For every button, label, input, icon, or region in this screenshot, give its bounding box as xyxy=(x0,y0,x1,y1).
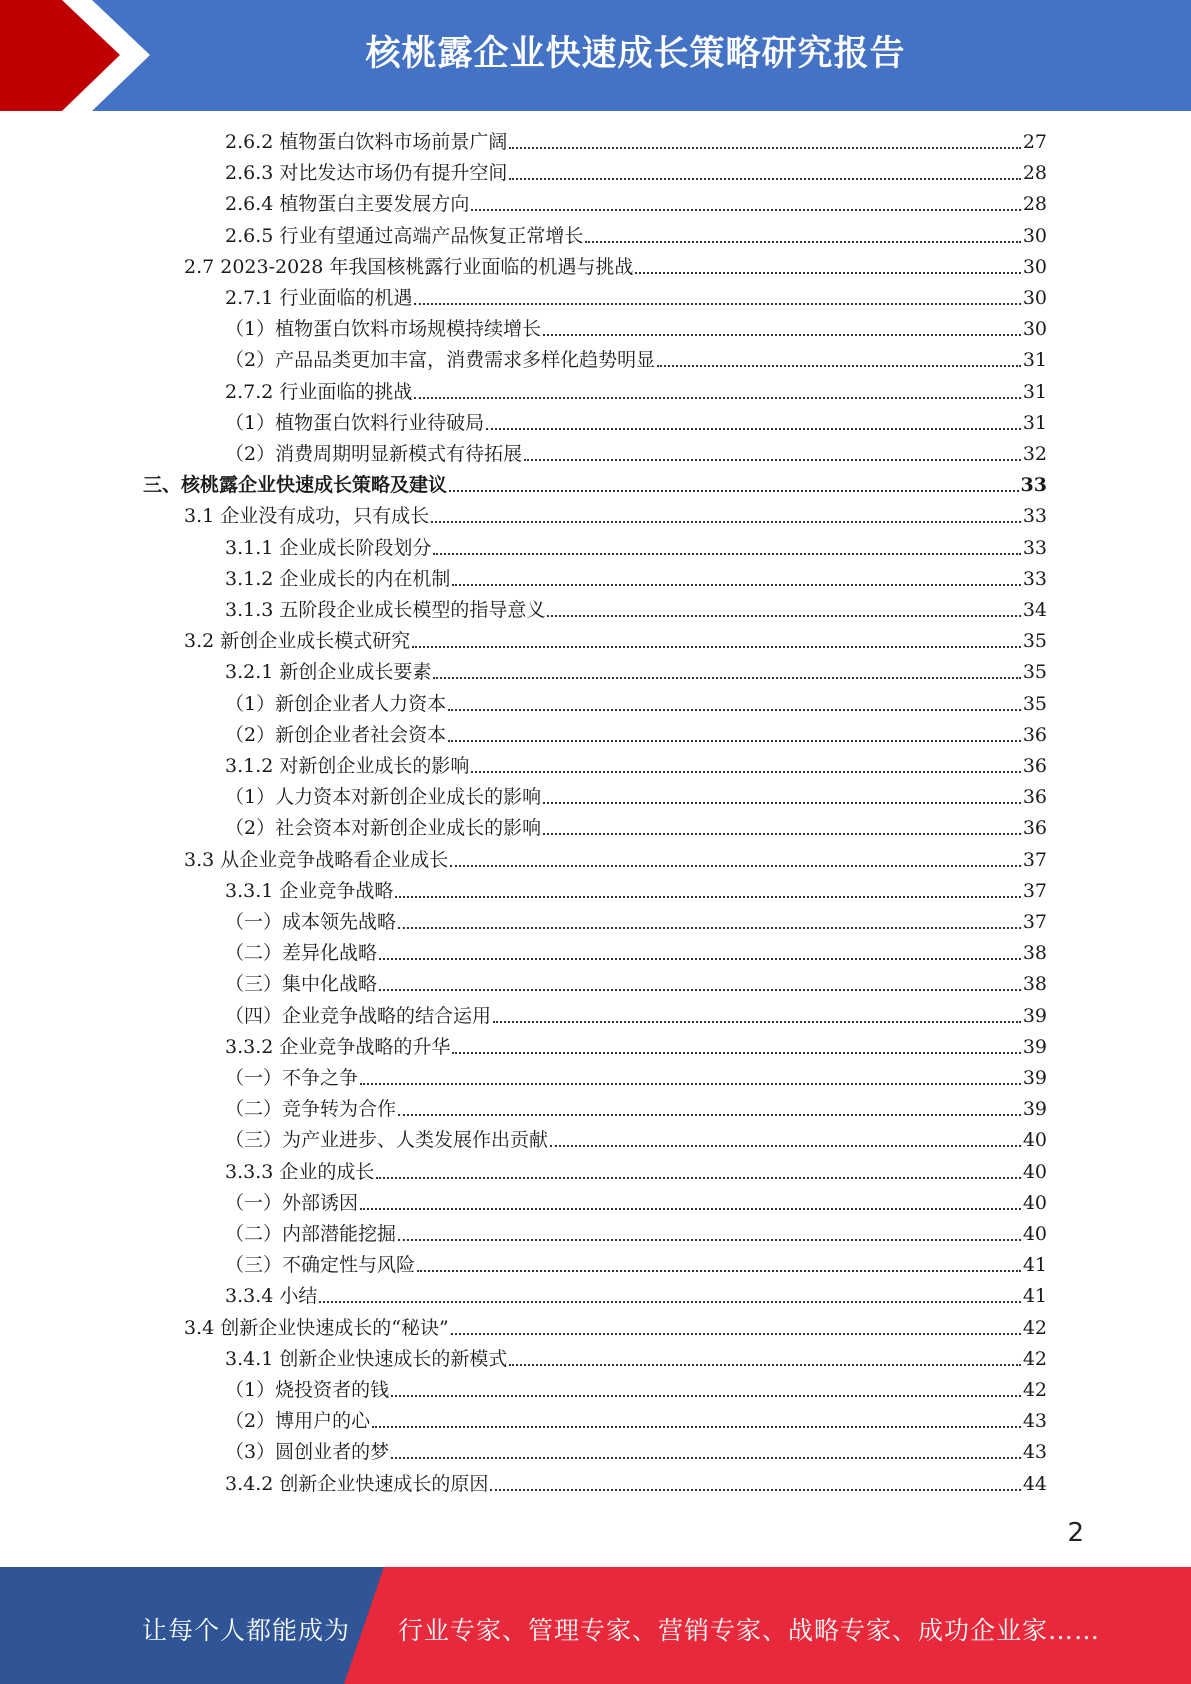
toc-dot-leader xyxy=(452,1032,1020,1063)
toc-entry-page: 43 xyxy=(1022,1441,1047,1463)
toc-dot-leader xyxy=(493,1001,1021,1032)
toc-dot-leader xyxy=(360,1188,1021,1219)
toc-entry-title: （二）差异化战略 xyxy=(225,942,378,964)
toc-entry[interactable] xyxy=(225,689,1047,720)
toc-entry[interactable] xyxy=(184,845,1047,876)
toc-dot-leader xyxy=(486,408,1021,439)
toc-entry-title: 3.3.3 企业的成长 xyxy=(225,1161,375,1183)
toc-entry-page: 30 xyxy=(1022,318,1047,340)
toc-entry[interactable] xyxy=(225,1157,1047,1188)
toc-entry-title: （1）植物蛋白饮料行业待破局 xyxy=(225,412,485,434)
page-number: 2 xyxy=(1067,1518,1084,1548)
toc-entry-page: 31 xyxy=(1022,349,1047,371)
toc-entry-title: （一）不争之争 xyxy=(225,1067,359,1089)
toc-entry-page: 42 xyxy=(1022,1348,1047,1370)
toc-entry-page: 39 xyxy=(1022,1036,1047,1058)
toc-entry-title: （一）成本领先战略 xyxy=(225,911,397,933)
toc-entry-page: 36 xyxy=(1022,755,1047,777)
toc-entry[interactable] xyxy=(225,969,1047,1000)
toc-dot-leader xyxy=(543,813,1021,844)
toc-entry[interactable] xyxy=(225,657,1047,688)
toc-entry-title: 3.4.2 创新企业快速成长的原因 xyxy=(225,1473,489,1495)
toc-entry[interactable] xyxy=(184,1313,1047,1344)
toc-entry-page: 33 xyxy=(1020,474,1047,496)
toc-entry-title: （二）竞争转为合作 xyxy=(225,1098,397,1120)
toc-entry[interactable] xyxy=(225,564,1047,595)
toc-entry[interactable] xyxy=(225,782,1047,813)
toc-entry-page: 37 xyxy=(1022,880,1047,902)
toc-entry[interactable] xyxy=(225,938,1047,969)
toc-dot-leader xyxy=(319,1281,1020,1312)
toc-entry-page: 40 xyxy=(1022,1161,1047,1183)
toc-entry-page: 30 xyxy=(1022,256,1047,278)
toc-entry-page: 42 xyxy=(1022,1379,1047,1401)
toc-entry-title: （三）不确定性与风险 xyxy=(225,1254,416,1276)
footer-slogan-right: 行业专家、管理专家、营销专家、战略专家、成功企业家…… xyxy=(398,1616,1101,1645)
toc-entry[interactable] xyxy=(225,1469,1047,1500)
toc-entry-page: 28 xyxy=(1022,193,1047,215)
toc-dot-leader xyxy=(379,969,1021,1000)
toc-entry-page: 39 xyxy=(1022,1067,1047,1089)
toc-entry[interactable] xyxy=(225,1219,1047,1250)
toc-dot-leader xyxy=(509,158,1020,189)
toc-dot-leader xyxy=(635,252,1020,283)
toc-dot-leader xyxy=(471,751,1020,782)
toc-entry-title: （1）植物蛋白饮料市场规模持续增长 xyxy=(225,318,542,340)
toc-dot-leader xyxy=(524,439,1021,470)
toc-dot-leader xyxy=(414,283,1020,314)
toc-dot-leader xyxy=(431,501,1021,532)
toc-entry-title: 3.1.2 对新创企业成长的影响 xyxy=(225,755,470,777)
toc-entry[interactable] xyxy=(225,345,1047,376)
toc-entry-page: 40 xyxy=(1022,1129,1047,1151)
toc-entry[interactable] xyxy=(143,470,1047,501)
toc-entry-title: 2.6.2 植物蛋白饮料市场前景广阔 xyxy=(225,131,508,153)
toc-entry-page: 35 xyxy=(1022,661,1047,683)
toc-entry-page: 30 xyxy=(1022,287,1047,309)
toc-entry-title: （2）新创企业者社会资本 xyxy=(225,724,447,746)
toc-entry-page: 33 xyxy=(1022,568,1047,590)
toc-entry[interactable] xyxy=(225,189,1047,220)
toc-entry-page: 28 xyxy=(1022,162,1047,184)
toc-dot-leader xyxy=(398,1094,1021,1125)
toc-entry-title: （2）产品品类更加丰富，消费需求多样化趋势明显 xyxy=(225,349,656,371)
toc-entry-page: 41 xyxy=(1022,1285,1047,1307)
toc-entry-title: （3）圆创业者的梦 xyxy=(225,1441,390,1463)
toc-dot-leader xyxy=(509,127,1020,158)
toc-entry[interactable] xyxy=(225,1437,1047,1468)
toc-entry-page: 36 xyxy=(1022,724,1047,746)
toc-entry-page: 36 xyxy=(1022,817,1047,839)
toc-dot-leader xyxy=(398,1219,1021,1250)
toc-entry-page: 33 xyxy=(1022,505,1047,527)
toc-dot-leader xyxy=(509,1344,1020,1375)
toc-entry-page: 27 xyxy=(1022,131,1047,153)
toc-dot-leader xyxy=(376,1157,1020,1188)
toc-entry[interactable] xyxy=(225,813,1047,844)
toc-dot-leader xyxy=(391,1375,1021,1406)
toc-entry[interactable] xyxy=(225,439,1047,470)
toc-entry-title: 3.4 创新企业快速成长的“秘诀” xyxy=(184,1317,449,1339)
toc-dot-leader xyxy=(414,377,1020,408)
toc-entry-page: 30 xyxy=(1022,225,1047,247)
toc-entry-page: 39 xyxy=(1022,1098,1047,1120)
toc-dot-leader xyxy=(433,657,1020,688)
toc-entry[interactable] xyxy=(225,1001,1047,1032)
toc-dot-leader xyxy=(412,626,1021,657)
toc-entry-title: （四）企业竞争战略的结合运用 xyxy=(225,1005,492,1027)
toc-entry[interactable] xyxy=(225,1344,1047,1375)
toc-entry[interactable] xyxy=(225,1125,1047,1156)
toc-entry-page: 37 xyxy=(1022,911,1047,933)
toc-entry-title: （1）烧投资者的钱 xyxy=(225,1379,390,1401)
toc-entry[interactable] xyxy=(225,1281,1047,1312)
toc-entry[interactable] xyxy=(225,1406,1047,1437)
toc-entry-page: 35 xyxy=(1022,630,1047,652)
toc-entry-title: 三、核桃露企业快速成长策略及建议 xyxy=(143,474,448,496)
toc-entry[interactable] xyxy=(225,377,1047,408)
toc-entry[interactable] xyxy=(225,1094,1047,1125)
toc-entry[interactable] xyxy=(225,283,1047,314)
toc-dot-leader xyxy=(372,1406,1021,1437)
toc-entry-title: 3.1.2 企业成长的内在机制 xyxy=(225,568,451,590)
toc-dot-leader xyxy=(585,221,1020,252)
toc-entry-page: 38 xyxy=(1022,973,1047,995)
report-title: 核桃露企业快速成长策略研究报告 xyxy=(365,34,906,74)
toc-entry-title: （2）社会资本对新创企业成长的影响 xyxy=(225,817,542,839)
toc-dot-leader xyxy=(449,470,1019,501)
toc-entry[interactable] xyxy=(184,252,1047,283)
footer-slogan-left: 让每个人都能成为 xyxy=(142,1616,351,1645)
toc-entry-page: 35 xyxy=(1022,693,1047,715)
toc-dot-leader xyxy=(448,720,1021,751)
toc-entry[interactable] xyxy=(225,876,1047,907)
toc-entry[interactable] xyxy=(225,1032,1047,1063)
page-footer xyxy=(0,1567,1191,1684)
toc-entry-title: 3.1.3 五阶段企业成长模型的指导意义 xyxy=(225,599,546,621)
toc-dot-leader xyxy=(391,1437,1021,1468)
toc-dot-leader xyxy=(433,533,1020,564)
toc-entry-page: 40 xyxy=(1022,1223,1047,1245)
toc-entry[interactable] xyxy=(225,533,1047,564)
toc-entry-page: 32 xyxy=(1022,443,1047,465)
toc-entry-title: （1）人力资本对新创企业成长的影响 xyxy=(225,786,542,808)
toc-entry[interactable] xyxy=(225,158,1047,189)
toc-entry[interactable] xyxy=(225,314,1047,345)
toc-entry-page: 36 xyxy=(1022,786,1047,808)
toc-entry-title: 3.1.1 企业成长阶段划分 xyxy=(225,537,432,559)
toc-entry-title: 3.3.4 小结 xyxy=(225,1285,318,1307)
toc-dot-leader xyxy=(543,782,1021,813)
page-header xyxy=(0,0,1191,111)
toc-dot-leader xyxy=(450,845,1021,876)
toc-entry[interactable] xyxy=(225,127,1047,158)
toc-entry-page: 33 xyxy=(1022,537,1047,559)
toc-dot-leader xyxy=(452,564,1020,595)
toc-dot-leader xyxy=(547,595,1020,626)
toc-entry-page: 44 xyxy=(1022,1473,1047,1495)
toc-entry[interactable] xyxy=(225,595,1047,626)
toc-dot-leader xyxy=(550,1125,1021,1156)
toc-entry[interactable] xyxy=(225,1188,1047,1219)
toc-entry-title: 3.2.1 新创企业成长要素 xyxy=(225,661,432,683)
toc-entry-title: （2）博用户的心 xyxy=(225,1410,371,1432)
toc-dot-leader xyxy=(417,1250,1021,1281)
toc-dot-leader xyxy=(657,345,1021,376)
toc-entry-title: 3.2 新创企业成长模式研究 xyxy=(184,630,411,652)
toc-dot-leader xyxy=(395,876,1020,907)
toc-entry-title: 2.7.1 行业面临的机遇 xyxy=(225,287,413,309)
toc-dot-leader xyxy=(398,907,1021,938)
toc-dot-leader xyxy=(543,314,1021,345)
toc-entry-title: 3.3 从企业竞争战略看企业成长 xyxy=(184,849,449,871)
toc-entry-page: 43 xyxy=(1022,1410,1047,1432)
toc-entry[interactable] xyxy=(225,907,1047,938)
toc-entry-title: 3.1 企业没有成功，只有成长 xyxy=(184,505,430,527)
toc-dot-leader xyxy=(451,1313,1021,1344)
toc-dot-leader xyxy=(448,689,1021,720)
toc-dot-leader xyxy=(490,1469,1020,1500)
toc-entry-title: 2.6.4 植物蛋白主要发展方向 xyxy=(225,193,470,215)
toc-entry[interactable] xyxy=(225,1250,1047,1281)
toc-entry[interactable] xyxy=(225,221,1047,252)
toc-entry-title: 2.6.3 对比发达市场仍有提升空间 xyxy=(225,162,508,184)
toc-entry-title: 3.4.1 创新企业快速成长的新模式 xyxy=(225,1348,508,1370)
toc-entry[interactable] xyxy=(225,408,1047,439)
toc-entry-title: （二）内部潜能挖掘 xyxy=(225,1223,397,1245)
toc-entry-title: 3.3.1 企业竞争战略 xyxy=(225,880,394,902)
toc-entry-title: （一）外部诱因 xyxy=(225,1192,359,1214)
toc-entry-page: 40 xyxy=(1022,1192,1047,1214)
toc-entry-page: 38 xyxy=(1022,942,1047,964)
toc-entry-page: 39 xyxy=(1022,1005,1047,1027)
toc-entry-page: 34 xyxy=(1022,599,1047,621)
toc-entry-page: 41 xyxy=(1022,1254,1047,1276)
toc-entry-title: 2.6.5 行业有望通过高端产品恢复正常增长 xyxy=(225,225,584,247)
toc-entry[interactable] xyxy=(184,626,1047,657)
toc-dot-leader xyxy=(360,1063,1021,1094)
toc-entry-title: （三）集中化战略 xyxy=(225,973,378,995)
toc-entry-page: 37 xyxy=(1022,849,1047,871)
toc-entry[interactable] xyxy=(225,1063,1047,1094)
toc-entry-title: 2.7 2023-2028 年我国核桃露行业面临的机遇与挑战 xyxy=(184,256,634,278)
toc-entry-title: 3.3.2 企业竞争战略的升华 xyxy=(225,1036,451,1058)
toc-dot-leader xyxy=(471,189,1020,220)
toc-entry-title: （2）消费周期明显新模式有待拓展 xyxy=(225,443,523,465)
toc-entry[interactable] xyxy=(225,720,1047,751)
toc-entry-title: 2.7.2 行业面临的挑战 xyxy=(225,381,413,403)
toc-entry[interactable] xyxy=(225,751,1047,782)
toc-entry-page: 31 xyxy=(1022,412,1047,434)
toc-dot-leader xyxy=(379,938,1021,969)
toc-entry-title: （1）新创企业者人力资本 xyxy=(225,693,447,715)
toc-entry-page: 42 xyxy=(1022,1317,1047,1339)
toc-entry[interactable] xyxy=(225,1375,1047,1406)
toc-entry[interactable] xyxy=(184,501,1047,532)
toc-entry-page: 31 xyxy=(1022,381,1047,403)
toc-entry-title: （三）为产业进步、人类发展作出贡献 xyxy=(225,1129,549,1151)
